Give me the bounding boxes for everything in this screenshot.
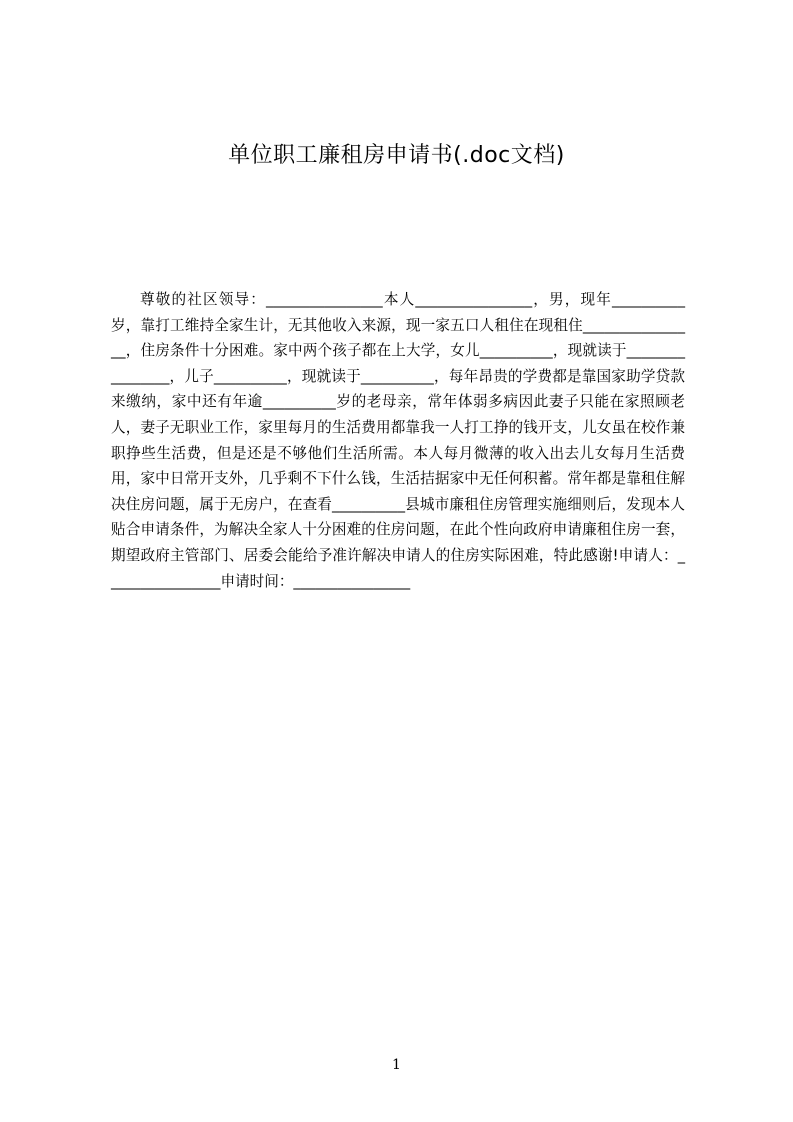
page-number: 1 bbox=[392, 1057, 401, 1073]
document-title: 单位职工廉租房申请书(.doc文档) bbox=[228, 143, 565, 168]
document-body: 尊敬的社区领导：________________本人________________，男，现年__________岁，靠打工维持全家生计，无其他收入来源，现一家五口人租住在现租住________________，住房条件十分困难。家中两个孩子都在上大学，女儿__________，现就读于________________，儿子__________，现就读于__________，每年昂贵的学费都是靠国家助学贷款来缴纳，家中还有年逾__________岁的老母亲，常年体弱多病因此妻子只能在家照顾老人，妻子无职业工作，家里每月的生活费用都靠我一人打工挣的钱开支，儿女虽在校作兼职挣些生活费，但是还是不够他们生活所需。本人每月微薄的收入出去儿女每月生活费用，家中日常开支外，几乎剩不下什么钱，生活拮据家中无任何积蓄。常年都是靠租住解决住房问题，属于无房户，在查看__________县城市廉租住房管理实施细则后，发现本人贴合申请条件，为解决全家人十分困难的住房问题，在此个性向政府申请廉租住房一套，期望政府主管部门、居委会能给予准许解决申请人的住房实际困难，特此感谢!申请人：________________申请时间：________________ bbox=[111, 291, 685, 590]
